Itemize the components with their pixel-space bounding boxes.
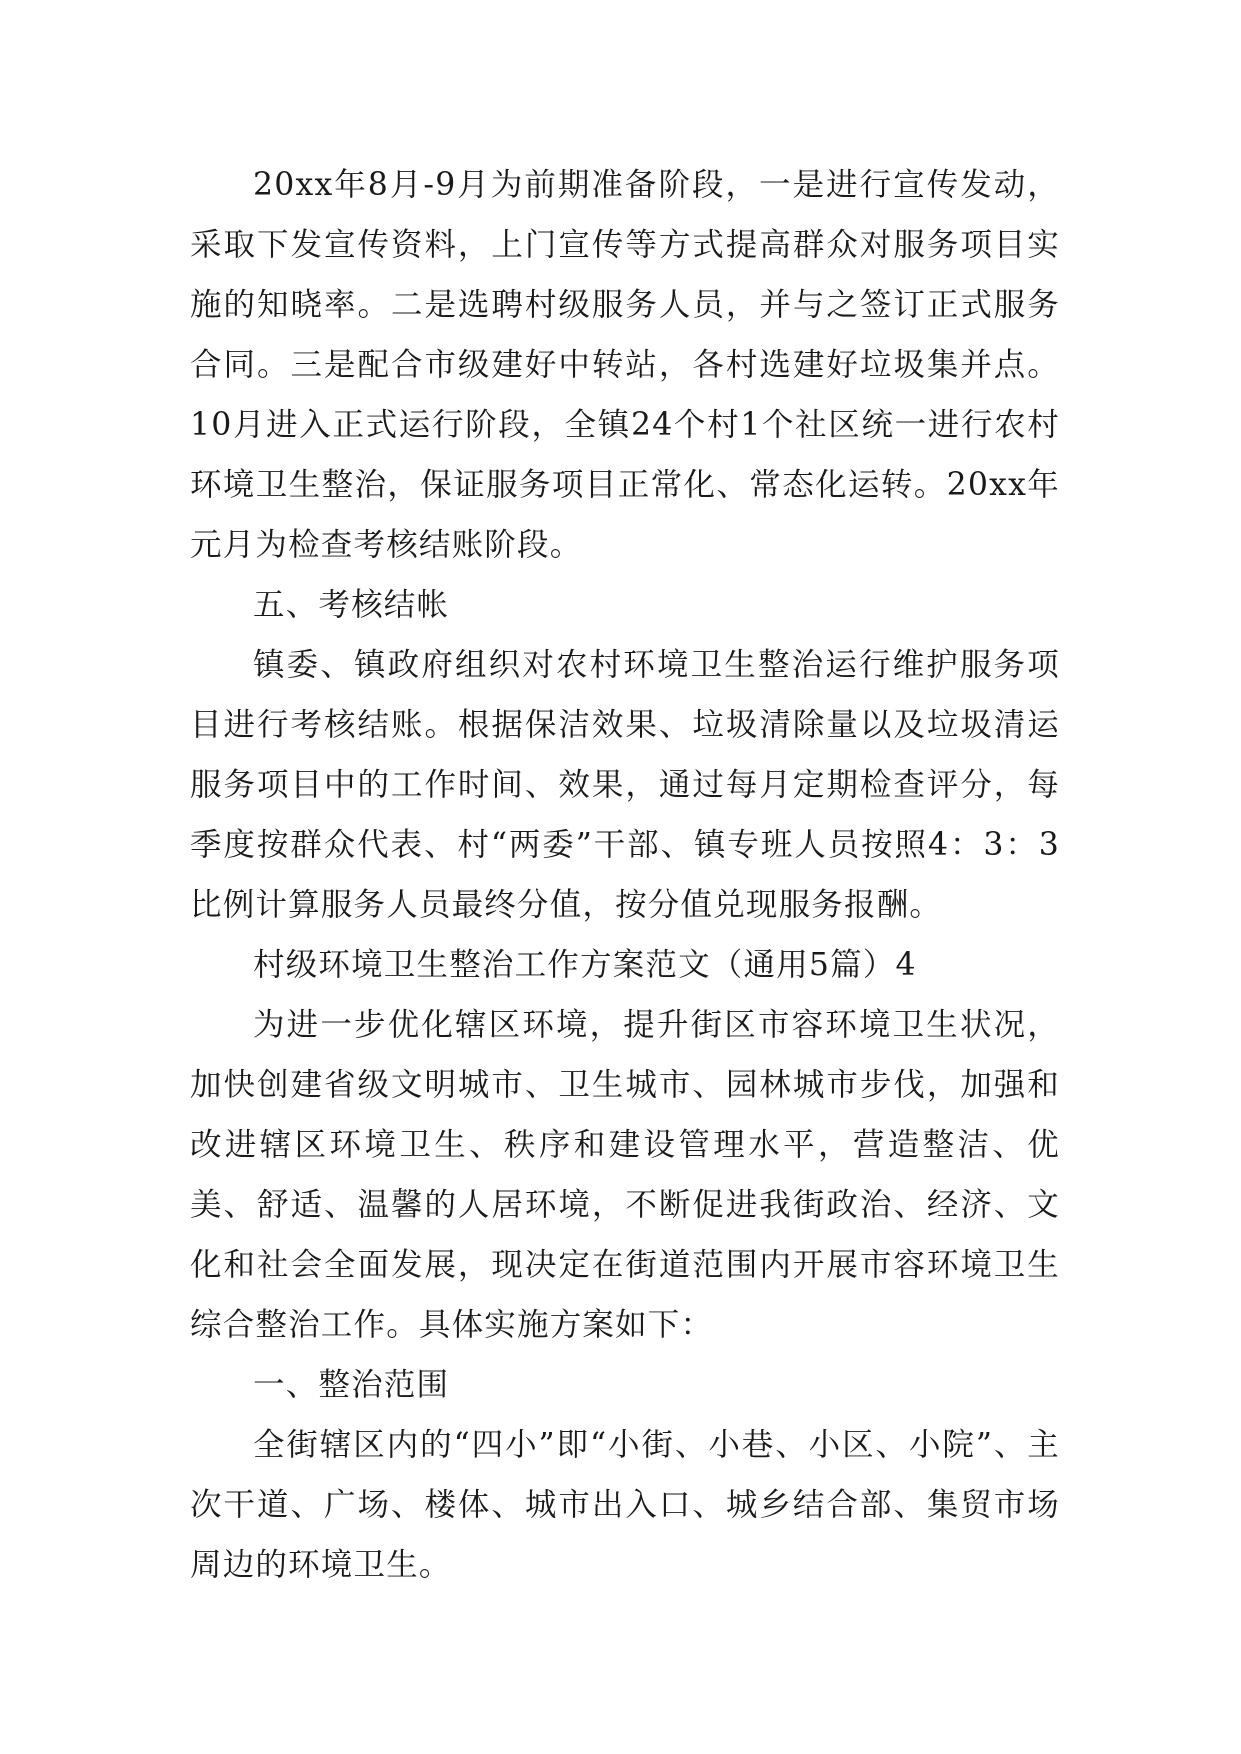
article-title: 村级环境卫生整治工作方案范文（通用5篇）4	[253, 947, 917, 983]
section-heading-assessment: 五、考核结帐	[253, 587, 450, 623]
paragraph-schedule: 20xx年8月-9月为前期准备阶段，一是进行宣传发动，采取下发宣传资料，上门宣传等方式提高群众对服务项目实施的知晓率。二是选聘村级服务人员，并与之签订正式服务合同。三是配合市级建好中转站，各村选建好垃圾集并点。10月进入正式运行阶段，全镇24个村1个社区统一进行农村环境卫生整治，保证服务项目正常化、常态化运转。20xx年元月为检查考核结账阶段。	[190, 167, 1060, 563]
document-page	[190, 155, 1060, 1595]
paragraph-intro: 为进一步优化辖区环境，提升街区市容环境卫生状况，加快创建省级文明城市、卫生城市、园林城市步伐，加强和改进辖区环境卫生、秩序和建设管理水平，营造整洁、优美、舒适、温馨的人居环境，不断促进我街政治、经济、文化和社会全面发展，现决定在街道范围内开展市容环境卫生综合整治工作。具体实施方案如下：	[190, 1007, 1060, 1343]
paragraph-assessment: 镇委、镇政府组织对农村环境卫生整治运行维护服务项目进行考核结账。根据保洁效果、垃圾清除量以及垃圾清运服务项目中的工作时间、效果，通过每月定期检查评分，每季度按群众代表、村“两委”干部、镇专班人员按照4：3：3比例计算服务人员最终分值，按分值兑现服务报酬。	[190, 647, 1060, 923]
paragraph-scope: 全街辖区内的“四小”即“小街、小巷、小区、小院”、主次干道、广场、楼体、城市出入口、城乡结合部、集贸市场周边的环境卫生。	[190, 1427, 1060, 1583]
section-heading-scope: 一、整治范围	[253, 1367, 450, 1403]
